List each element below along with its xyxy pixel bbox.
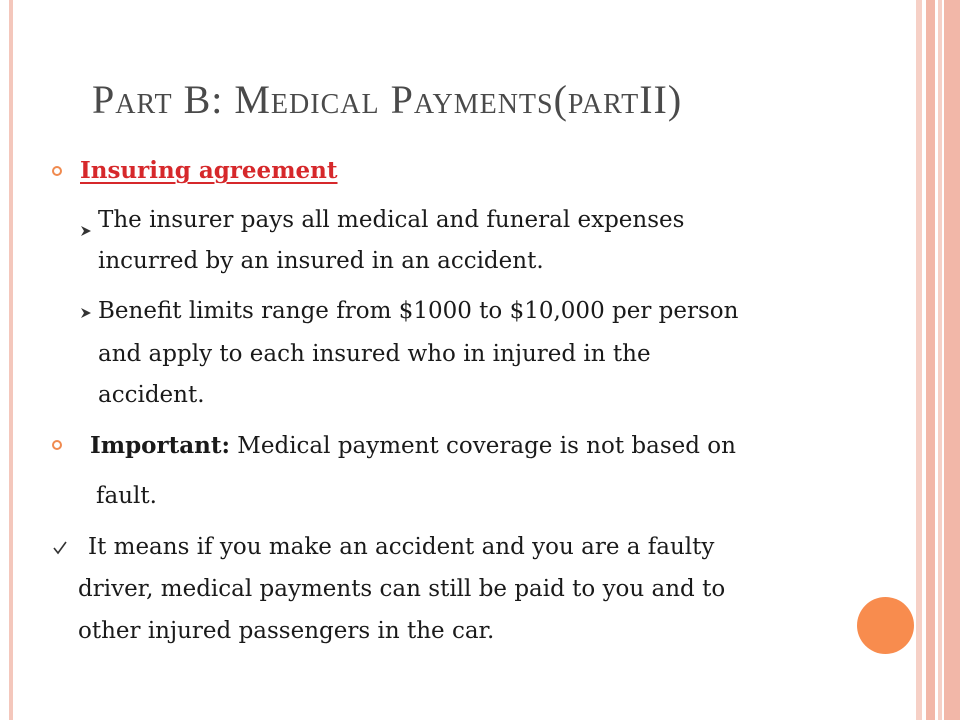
orange-circle-decoration — [857, 597, 914, 654]
arrow-bullet-icon — [80, 225, 92, 237]
important-line2: fault. — [96, 483, 157, 509]
stripe — [916, 0, 922, 720]
section-heading — [80, 152, 338, 190]
checkmark-icon — [53, 541, 67, 555]
stripe — [926, 0, 935, 720]
important-line1 — [90, 427, 736, 465]
point2-line1: Benefit limits range from $1000 to $10,000 per person — [98, 298, 739, 324]
circle-bullet-icon — [52, 166, 62, 176]
left-border-rule — [9, 0, 13, 720]
point2-line3: accident. — [98, 382, 205, 408]
point2-line2: and apply to each insured who in injured in the — [98, 341, 651, 367]
insuring-agreement-heading: Insuring agreement — [80, 157, 338, 184]
arrow-bullet-icon — [80, 307, 92, 319]
right-stripe-decoration — [916, 0, 960, 720]
circle-bullet-icon — [52, 440, 62, 450]
important-label: Important: — [90, 432, 230, 459]
point1-line2: incurred by an insured in an accident. — [98, 248, 544, 274]
important-text: Medical payment coverage is not based on — [230, 433, 736, 459]
point1-line1: The insurer pays all medical and funeral expenses — [98, 207, 685, 233]
stripe — [944, 0, 960, 720]
slide-title: Part B: Medical Payments(partII) — [92, 77, 683, 122]
check-line3: other injured passengers in the car. — [78, 618, 495, 644]
stripe — [938, 0, 942, 720]
check-line2: driver, medical payments can still be paid to you and to — [78, 576, 726, 602]
check-line1: It means if you make an accident and you are a faulty — [88, 534, 715, 560]
